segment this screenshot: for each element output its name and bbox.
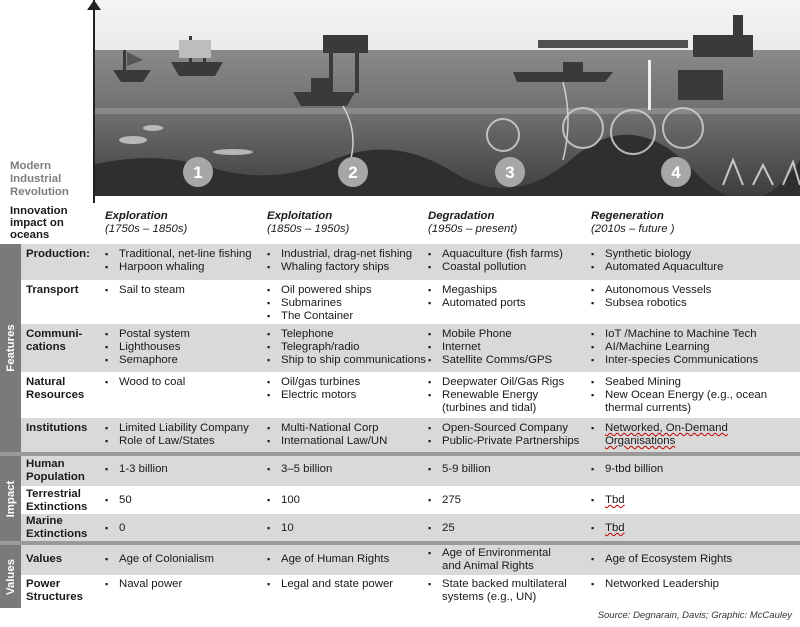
list-item: ▪ 9-tbd billion	[591, 463, 663, 476]
cell-regeneration	[591, 522, 625, 535]
cell-exploitation	[267, 578, 393, 591]
list-item: ▪ 0	[105, 522, 125, 535]
list-item: ▪ Role of Law/States	[105, 435, 249, 448]
list-item: ▪ Inter-species Communications	[591, 354, 758, 367]
era-dates: (1750s – 1850s)	[105, 223, 188, 235]
list-item: ▪ Open-Sourced Company	[428, 422, 579, 435]
list-item: ▪ Aquaculture (fish farms)	[428, 248, 563, 261]
cell-exploitation	[267, 463, 332, 476]
table-row	[21, 244, 800, 280]
list-item: ▪ Electric motors	[267, 389, 360, 402]
list-item: ▪ Megaships	[428, 284, 526, 297]
cell-degradation	[428, 494, 461, 507]
era-dates: (2010s – future )	[591, 223, 675, 235]
list-item: ▪ Limited Liability Company	[105, 422, 249, 435]
list-item: ▪ Harpoon whaling	[105, 261, 252, 274]
row-label: Communi- cations	[26, 328, 83, 353]
group-label-text: Impact	[4, 480, 17, 517]
list-item: ▪ Semaphore	[105, 354, 190, 367]
list-item: ▪ Automated Aquaculture	[591, 261, 723, 274]
era-header-exploitation	[267, 210, 437, 236]
list-item: ▪ IoT /Machine to Machine Tech	[591, 328, 758, 341]
list-item: ▪ Networked, On-Demand Organisations	[591, 422, 728, 448]
era-header-regeneration	[591, 210, 761, 236]
list-item: ▪ AI/Machine Learning	[591, 341, 758, 354]
list-item: ▪ Postal system	[105, 328, 190, 341]
cell-exploitation	[267, 284, 372, 323]
era-marker-3: 3	[505, 163, 515, 182]
cell-exploration	[105, 376, 185, 389]
vertical-axis	[93, 0, 95, 203]
list-item: ▪ Tbd	[591, 522, 625, 535]
list-item: ▪ Tbd	[591, 494, 625, 507]
era-header-exploration	[105, 210, 275, 236]
list-item: ▪ Telegraph/radio	[267, 341, 426, 354]
cell-degradation	[428, 463, 491, 476]
list-item: ▪ Deepwater Oil/Gas Rigs	[428, 376, 564, 389]
cell-exploration	[105, 522, 125, 535]
list-item: ▪ Oil powered ships	[267, 284, 372, 297]
row-label: Transport	[26, 284, 79, 296]
list-item: ▪ Networked Leadership	[591, 578, 719, 591]
table-row	[21, 280, 800, 324]
list-item: ▪ Naval power	[105, 578, 182, 591]
cell-degradation	[428, 248, 563, 274]
cell-regeneration	[591, 328, 758, 367]
list-item: ▪ Ship to ship communications	[267, 354, 426, 367]
table-row	[21, 324, 800, 372]
list-item: ▪ Public-Private Partnerships	[428, 435, 579, 448]
cell-regeneration	[591, 578, 719, 591]
list-item: ▪ Autonomous Vessels	[591, 284, 711, 297]
list-item: ▪ Age of Human Rights	[267, 553, 389, 566]
list-item: ▪ 5-9 billion	[428, 463, 491, 476]
era-marker-4: 4	[671, 163, 681, 182]
group-label-values	[0, 545, 21, 608]
group-label-impact	[0, 456, 21, 541]
source-caption: Source: Degnarain, Davis; Graphic: McCauley	[597, 610, 792, 621]
table-row	[21, 545, 800, 575]
list-item: ▪ Whaling factory ships	[267, 261, 412, 274]
row-label: Terrestrial Extinctions	[26, 488, 88, 513]
cell-exploitation	[267, 328, 426, 367]
era-dates: (1950s – present)	[428, 223, 518, 235]
cell-regeneration	[591, 463, 663, 476]
cell-degradation	[428, 578, 567, 604]
table-row	[21, 575, 800, 608]
cell-exploration	[105, 422, 249, 448]
cell-exploitation	[267, 422, 387, 448]
list-item: ▪ 50	[105, 494, 132, 507]
era-dates: (1850s – 1950s)	[267, 223, 350, 235]
cell-exploitation	[267, 553, 389, 566]
list-item: ▪ Mobile Phone	[428, 328, 552, 341]
list-item: ▪ State backed multilateral systems (e.g., UN)	[428, 578, 567, 604]
cell-regeneration	[591, 422, 728, 448]
era-header-degradation	[428, 210, 598, 236]
era-title: Degradation	[428, 210, 495, 222]
cell-exploration	[105, 463, 168, 476]
cell-exploration	[105, 328, 190, 367]
list-item: ▪ Satellite Comms/GPS	[428, 354, 552, 367]
era-title: Exploration	[105, 210, 168, 222]
table-row	[21, 486, 800, 514]
list-item: ▪ Internet	[428, 341, 552, 354]
list-item: ▪ 275	[428, 494, 461, 507]
row-label: Marine Extinctions	[26, 515, 88, 540]
era-title: Exploitation	[267, 210, 333, 222]
era-title: Regeneration	[591, 210, 664, 222]
list-item: ▪ Seabed Mining	[591, 376, 767, 389]
row-label: Values	[26, 553, 63, 565]
list-item: ▪ Telephone	[267, 328, 426, 341]
era-marker-2: 2	[348, 163, 358, 182]
list-item: ▪ Oil/gas turbines	[267, 376, 360, 389]
cell-regeneration	[591, 376, 767, 415]
list-item: ▪ The Container	[267, 310, 372, 323]
list-item: ▪ Traditional, net-line fishing	[105, 248, 252, 261]
table-row	[21, 372, 800, 418]
cell-exploitation	[267, 376, 360, 402]
list-item: ▪ Industrial, drag-net fishing	[267, 248, 412, 261]
list-item: ▪ Submarines	[267, 297, 372, 310]
cell-exploration	[105, 494, 132, 507]
list-item: ▪ New Ocean Energy (e.g., ocean thermal currents)	[591, 389, 767, 415]
list-item: ▪ Legal and state power	[267, 578, 393, 591]
list-item: ▪ Lighthouses	[105, 341, 190, 354]
list-item: ▪ 100	[267, 494, 300, 507]
cell-exploitation	[267, 494, 300, 507]
cell-exploitation	[267, 522, 294, 535]
group-label-features	[0, 244, 21, 452]
revolution-label: Modern Industrial Revolution	[10, 160, 69, 198]
cell-exploration	[105, 248, 252, 274]
row-label: Institutions	[26, 422, 88, 434]
innovation-label: Innovation impact on oceans	[10, 205, 68, 241]
list-item: ▪ 10	[267, 522, 294, 535]
cell-degradation	[428, 328, 552, 367]
axis-arrow-icon	[87, 0, 101, 10]
group-label-text: Values	[4, 558, 17, 595]
row-label: Natural Resources	[26, 376, 85, 401]
list-item: ▪ 25	[428, 522, 455, 535]
table-row	[21, 456, 800, 486]
list-item: ▪ 3–5 billion	[267, 463, 332, 476]
era-marker-1: 1	[193, 163, 203, 182]
cell-regeneration	[591, 553, 732, 566]
list-item: ▪ Coastal pollution	[428, 261, 563, 274]
cell-exploration	[105, 553, 214, 566]
cell-degradation	[428, 376, 564, 415]
list-item: ▪ 1-3 billion	[105, 463, 168, 476]
cell-degradation	[428, 547, 551, 573]
list-item: ▪ Sail to steam	[105, 284, 185, 297]
row-label: Power Structures	[26, 578, 83, 603]
cell-degradation	[428, 422, 579, 448]
cell-degradation	[428, 522, 455, 535]
cell-exploration	[105, 284, 185, 297]
cell-regeneration	[591, 494, 625, 507]
list-item: ▪ Synthetic biology	[591, 248, 723, 261]
cell-exploitation	[267, 248, 412, 274]
cell-degradation	[428, 284, 526, 310]
cell-exploration	[105, 578, 182, 591]
list-item: ▪ Automated ports	[428, 297, 526, 310]
row-label: Human Population	[26, 458, 85, 483]
row-label: Production:	[26, 248, 90, 260]
list-item: ▪ Subsea robotics	[591, 297, 711, 310]
list-item: ▪ International Law/UN	[267, 435, 387, 448]
list-item: ▪ Age of Colonialism	[105, 553, 214, 566]
group-label-text: Features	[4, 324, 17, 372]
list-item: ▪ Wood to coal	[105, 376, 185, 389]
cell-regeneration	[591, 284, 711, 310]
list-item: ▪ Renewable Energy (turbines and tidal)	[428, 389, 564, 415]
ocean-illustration	[93, 0, 800, 196]
list-item: ▪ Age of Environmental and Animal Rights	[428, 547, 551, 573]
table-row	[21, 418, 800, 452]
list-item: ▪ Age of Ecosystem Rights	[591, 553, 732, 566]
list-item: ▪ Multi-National Corp	[267, 422, 387, 435]
cell-regeneration	[591, 248, 723, 274]
table-row	[21, 514, 800, 541]
